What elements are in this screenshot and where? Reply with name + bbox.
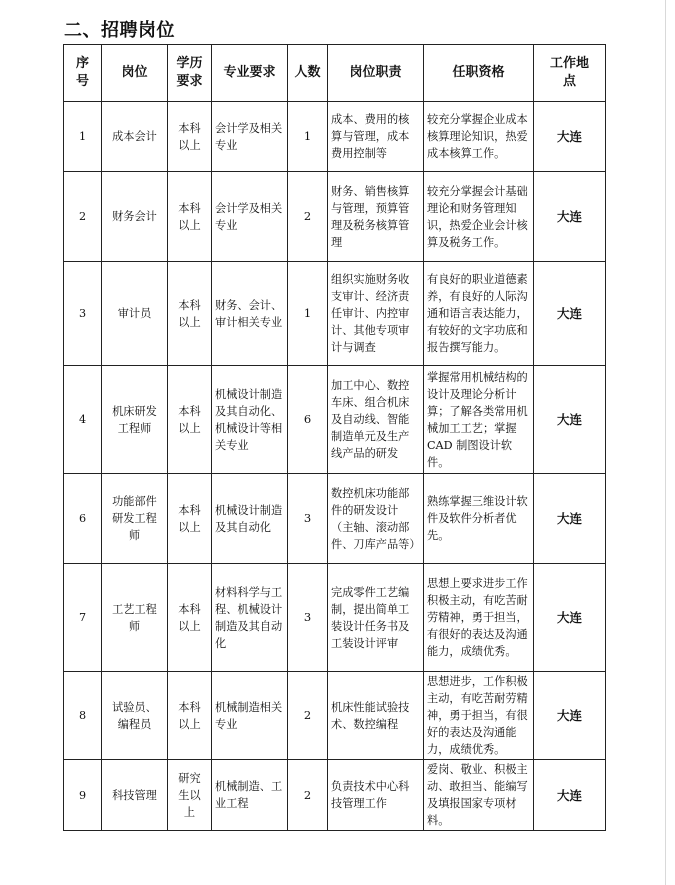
row-number-cell: 2 (64, 172, 102, 262)
location-cell: 大连 (534, 564, 606, 672)
headcount-cell: 2 (288, 760, 328, 831)
row-number-cell: 8 (64, 672, 102, 760)
position-cell: 机床研发工程师 (102, 366, 168, 474)
position-cell: 功能部件研发工程师 (102, 474, 168, 564)
education-cell: 本科以上 (168, 102, 212, 172)
table-row (64, 262, 606, 366)
qualifications-cell: 思想上要求进步工作积极主动，有吃苦耐劳精神，勇于担当，有很好的表达及沟通能力，成绩优秀。 (424, 564, 534, 672)
headcount-cell: 2 (288, 672, 328, 760)
row-number-cell: 7 (64, 564, 102, 672)
header-cell: 岗位职责 (328, 45, 424, 102)
header-cell: 序号 (64, 45, 102, 102)
header-cell: 岗位 (102, 45, 168, 102)
table-row (64, 672, 606, 760)
row-number-cell: 6 (64, 474, 102, 564)
education-cell: 本科以上 (168, 172, 212, 262)
headcount-cell: 3 (288, 564, 328, 672)
major-cell: 机械设计制造及其自动化 (212, 474, 288, 564)
duties-cell: 财务、销售核算与管理，预算管理及税务核算管理 (328, 172, 424, 262)
recruitment-table (63, 44, 606, 831)
education-cell: 本科以上 (168, 262, 212, 366)
qualifications-cell: 思想进步，工作积极主动，有吃苦耐劳精神，勇于担当，有很好的表达及沟通能力，成绩优秀。 (424, 672, 534, 760)
duties-cell: 机床性能试验技术、数控编程 (328, 672, 424, 760)
table-row (64, 102, 606, 172)
location-cell: 大连 (534, 262, 606, 366)
table-row (64, 474, 606, 564)
table-row (64, 366, 606, 474)
duties-cell: 完成零件工艺编制，提出简单工装设计任务书及工装设计评审 (328, 564, 424, 672)
education-cell: 本科以上 (168, 564, 212, 672)
qualifications-cell: 有良好的职业道德素养，有良好的人际沟通和语言表达能力，有较好的文字功底和报告撰写能力。 (424, 262, 534, 366)
location-cell: 大连 (534, 102, 606, 172)
headcount-cell: 2 (288, 172, 328, 262)
page-edge-line (665, 0, 666, 885)
qualifications-cell: 爱岗、敬业、积极主动、敢担当、能编写及填报国家专项材料。 (424, 760, 534, 831)
position-cell: 试验员、编程员 (102, 672, 168, 760)
position-cell: 工艺工程师 (102, 564, 168, 672)
duties-cell: 组织实施财务收支审计、经济责任审计、内控审计、其他专项审计与调查 (328, 262, 424, 366)
header-cell: 人数 (288, 45, 328, 102)
position-cell: 财务会计 (102, 172, 168, 262)
duties-cell: 成本、费用的核算与管理，成本费用控制等 (328, 102, 424, 172)
position-cell: 审计员 (102, 262, 168, 366)
location-cell: 大连 (534, 172, 606, 262)
table-row (64, 564, 606, 672)
duties-cell: 加工中心、数控车床、组合机床及自动线、智能制造单元及生产线产品的研发 (328, 366, 424, 474)
location-cell: 大连 (534, 672, 606, 760)
header-cell: 工作地点 (534, 45, 606, 102)
headcount-cell: 6 (288, 366, 328, 474)
location-cell: 大连 (534, 366, 606, 474)
row-number-cell: 1 (64, 102, 102, 172)
row-number-cell: 9 (64, 760, 102, 831)
position-cell: 科技管理 (102, 760, 168, 831)
table-row (64, 172, 606, 262)
header-row (64, 45, 606, 102)
education-cell: 研究生以上 (168, 760, 212, 831)
location-cell: 大连 (534, 474, 606, 564)
header-cell: 学历要求 (168, 45, 212, 102)
headcount-cell: 1 (288, 102, 328, 172)
major-cell: 会计学及相关专业 (212, 102, 288, 172)
major-cell: 机械设计制造及其自动化、机械设计等相关专业 (212, 366, 288, 474)
headcount-cell: 1 (288, 262, 328, 366)
education-cell: 本科以上 (168, 366, 212, 474)
row-number-cell: 4 (64, 366, 102, 474)
qualifications-cell: 较充分掌握企业成本核算理论知识，热爱成本核算工作。 (424, 102, 534, 172)
major-cell: 财务、会计、审计相关专业 (212, 262, 288, 366)
table-row (64, 760, 606, 831)
header-cell: 任职资格 (424, 45, 534, 102)
qualifications-cell: 熟练掌握三维设计软件及软件分析者优先。 (424, 474, 534, 564)
education-cell: 本科以上 (168, 474, 212, 564)
headcount-cell: 3 (288, 474, 328, 564)
row-number-cell: 3 (64, 262, 102, 366)
major-cell: 机械制造、工业工程 (212, 760, 288, 831)
header-cell: 专业要求 (212, 45, 288, 102)
major-cell: 机械制造相关专业 (212, 672, 288, 760)
qualifications-cell: 掌握常用机械结构的设计及理论分析计算；了解各类常用机械加工工艺；掌握 CAD 制图设计软件。 (424, 366, 534, 474)
duties-cell: 数控机床功能部件的研发设计（主轴、滚动部件、刀库产品等） (328, 474, 424, 564)
position-cell: 成本会计 (102, 102, 168, 172)
major-cell: 材料科学与工程、机械设计制造及其自动化 (212, 564, 288, 672)
education-cell: 本科以上 (168, 672, 212, 760)
qualifications-cell: 较充分掌握会计基础理论和财务管理知识，热爱企业会计核算及税务工作。 (424, 172, 534, 262)
duties-cell: 负责技术中心科技管理工作 (328, 760, 424, 831)
section-title: 二、招聘岗位 (64, 20, 175, 41)
location-cell: 大连 (534, 760, 606, 831)
major-cell: 会计学及相关专业 (212, 172, 288, 262)
